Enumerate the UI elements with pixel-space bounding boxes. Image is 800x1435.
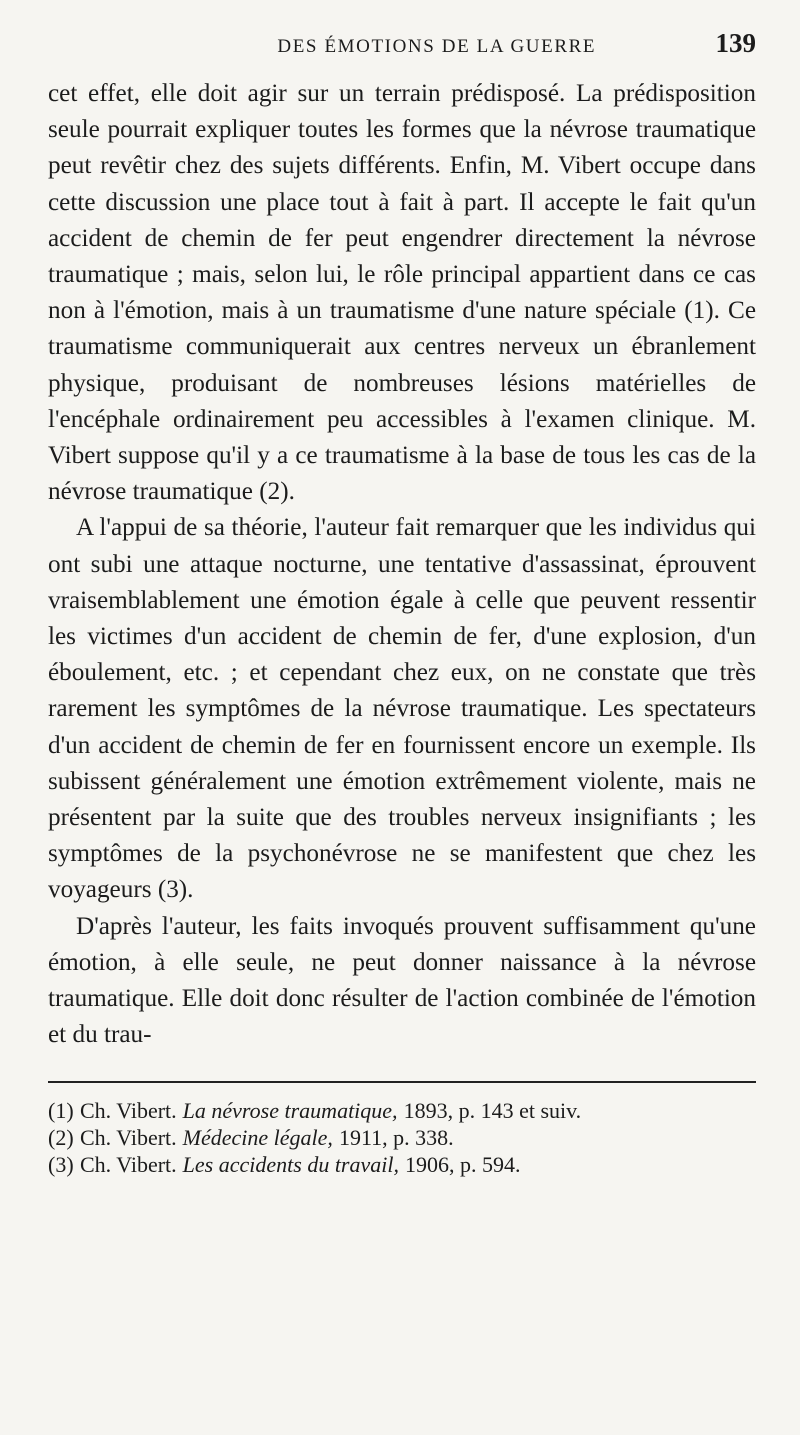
- footnote-work-title: La névrose traumatique,: [182, 1098, 398, 1124]
- footnote-mark: (3): [48, 1152, 74, 1178]
- footnote-1: [48, 1097, 756, 1124]
- paragraph-2: A l'appui de sa théorie, l'auteur fait remarquer que les individus qui ont subi une attaque nocturne, une tentative d'assassinat, éprouvent vraisemblablement une émotion égale à celle que peuvent ressentir les victimes d'un accident de chemin de fer, d'une explosion, d'un éboulement, etc. ; et cependant chez eux, on ne constate que très rarement les symptômes de la névrose traumatique. Les spectateurs d'un accident de chemin de fer en fournissent encore un exemple. Ils subissent généralement une émotion extrêmement violente, mais ne présentent par la suite que des troubles nerveux insignifiants ; les symptômes de la psychonévrose ne se manifestent que chez les voyageurs (3).: [48, 514, 756, 904]
- footnote-rule: [48, 1081, 756, 1083]
- footnote-reference: 1893, p. 143 et suiv.: [403, 1098, 582, 1124]
- footnote-work-title: Médecine légale,: [182, 1125, 333, 1151]
- footnote-reference: 1911, p. 338.: [338, 1125, 454, 1151]
- footnote-reference: 1906, p. 594.: [404, 1152, 521, 1178]
- footnote-author: Ch. Vibert.: [80, 1152, 177, 1178]
- body-text: [48, 76, 756, 1053]
- running-title: DES ÉMOTIONS DE LA GUERRE: [277, 36, 597, 57]
- footnote-mark: (1): [48, 1098, 74, 1124]
- footnote-3: [48, 1151, 756, 1178]
- footnote-author: Ch. Vibert.: [80, 1098, 177, 1124]
- footnote-author: Ch. Vibert.: [80, 1125, 177, 1151]
- paragraph-1: cet effet, elle doit agir sur un terrain prédisposé. La prédisposition seule pourrait expliquer toutes les formes que la névrose traumatique peut revêtir chez des sujets différents. Enfin, M. Vibert occupe dans cette discussion une place tout à fait à part. Il accepte le fait qu'un accident de chemin de fer peut engendrer directement la névrose traumatique ; mais, selon lui, le rôle principal appartient dans ce cas non à l'émotion, mais à un traumatisme d'une nature spéciale (1). Ce traumatisme communiquerait aux centres nerveux un ébranlement physique, produisant de nombreuses lésions matérielles de l'encéphale ordinairement peu accessibles à l'examen clinique. M. Vibert suppose qu'il y a ce traumatisme à la base de tous les cas de la névrose traumatique (2).: [48, 80, 756, 506]
- footnote-work-title: Les accidents du travail,: [182, 1152, 399, 1178]
- footnote-2: [48, 1124, 756, 1151]
- paragraph-3: D'après l'auteur, les faits invoqués prouvent suffisamment qu'une émotion, à elle seule, ne peut donner naissance à la névrose traumatique. Elle doit donc résulter de l'action combinée de l'émotion et du trau-: [48, 912, 756, 1049]
- running-head: [48, 28, 756, 76]
- page-number: 139: [715, 28, 756, 58]
- footnote-mark: (2): [48, 1125, 74, 1151]
- footnotes: [48, 1097, 756, 1178]
